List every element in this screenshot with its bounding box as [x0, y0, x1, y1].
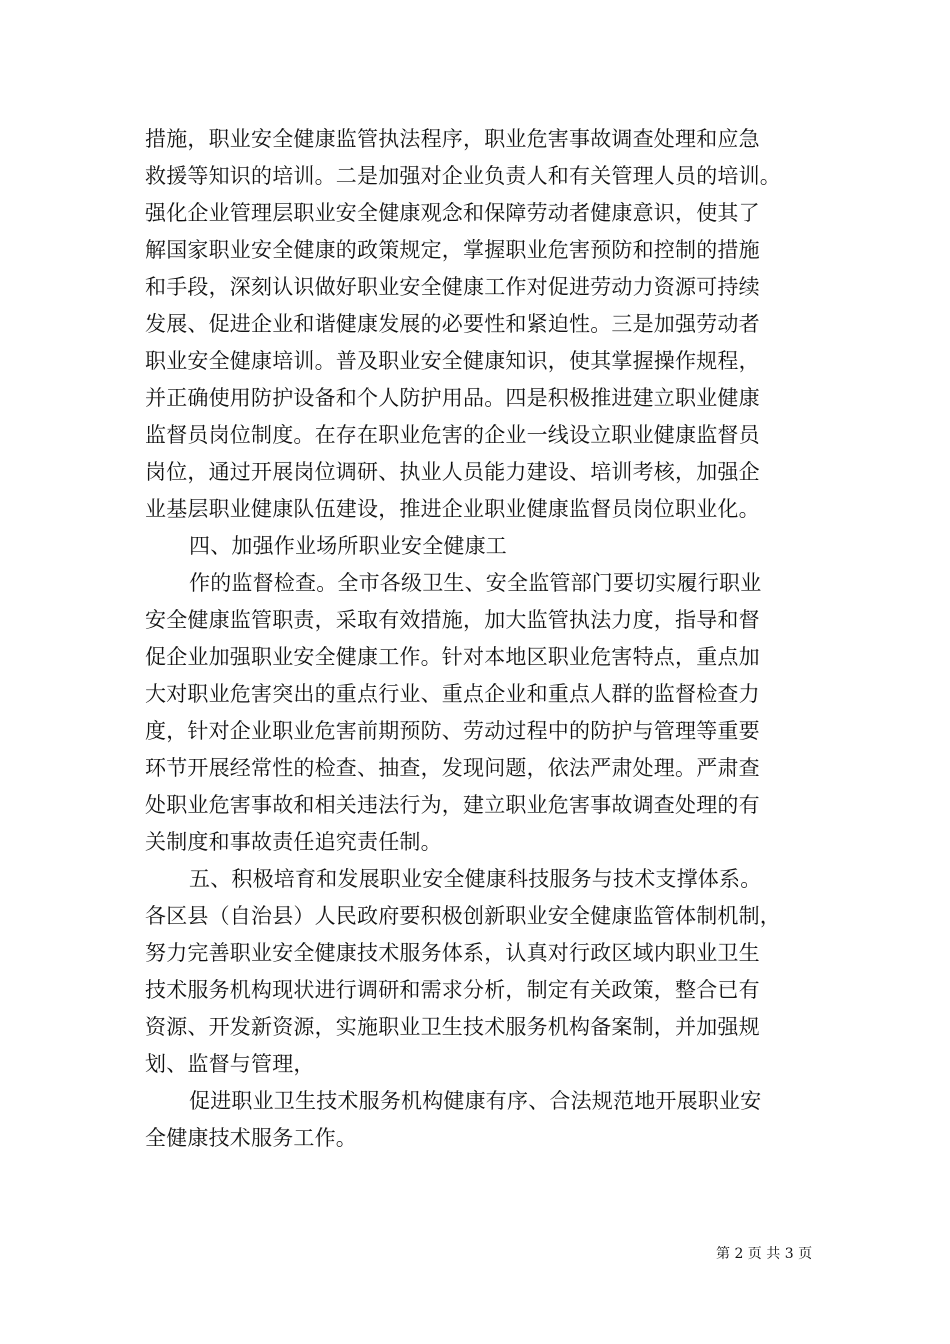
text-line: 处职业危害事故和相关违法行为，建立职业危害事故调查处理的有 [145, 793, 760, 817]
page-number-footer: 第 2 页 共 3 页 [716, 1246, 813, 1262]
text-line: 措施，职业安全健康监管执法程序，职业危害事故调查处理和应急 [145, 127, 760, 151]
text-line: 环节开展经常性的检查、抽查，发现问题，依法严肃处理。严肃查 [145, 756, 760, 780]
text-line: 安全健康监管职责，采取有效措施，加大监管执法力度，指导和督 [145, 608, 760, 632]
text-line: 发展、促进企业和谐健康发展的必要性和紧迫性。三是加强劳动者 [145, 312, 760, 336]
text-line: 业基层职业健康队伍建设，推进企业职业健康监督员岗位职业化。 [145, 497, 760, 521]
text-line: 技术服务机构现状进行调研和需求分析，制定有关政策，整合已有 [145, 978, 760, 1002]
text-line: 五、积极培育和发展职业安全健康科技服务与技术支撑体系。 [189, 867, 762, 891]
text-line: 解国家职业安全健康的政策规定，掌握职业危害预防和控制的措施 [145, 238, 760, 262]
document-body [145, 121, 810, 1157]
text-line: 促进职业卫生技术服务机构健康有序、合法规范地开展职业安 [189, 1089, 762, 1113]
text-line: 作的监督检查。全市各级卫生、安全监管部门要切实履行职业 [189, 571, 762, 595]
text-line: 全健康技术服务工作。 [145, 1126, 357, 1150]
text-line: 关制度和事故责任追究责任制。 [145, 830, 442, 854]
text-line: 监督员岗位制度。在存在职业危害的企业一线设立职业健康监督员 [145, 423, 760, 447]
text-line: 度，针对企业职业危害前期预防、劳动过程中的防护与管理等重要 [145, 719, 760, 743]
text-line: 努力完善职业安全健康技术服务体系，认真对行政区域内职业卫生 [145, 941, 760, 965]
text-line: 并正确使用防护设备和个人防护用品。四是积极推进建立职业健康 [145, 386, 760, 410]
text-line: 和手段，深刻认识做好职业安全健康工作对促进劳动力资源可持续 [145, 275, 760, 299]
text-line: 各区县（自治县）人民政府要积极创新职业安全健康监管体制机制， [145, 904, 781, 928]
text-line: 资源、开发新资源，实施职业卫生技术服务机构备案制，并加强规 [145, 1015, 760, 1039]
text-line: 大对职业危害突出的重点行业、重点企业和重点人群的监督检查力 [145, 682, 760, 706]
text-line: 划、监督与管理， [145, 1052, 315, 1076]
text-line: 促企业加强职业安全健康工作。针对本地区职业危害特点，重点加 [145, 645, 760, 669]
text-line: 职业安全健康培训。普及职业安全健康知识，使其掌握操作规程， [145, 349, 760, 373]
text-line: 救援等知识的培训。二是加强对企业负责人和有关管理人员的培训。 [145, 164, 781, 188]
text-line: 四、加强作业场所职业安全健康工 [189, 534, 507, 558]
text-line: 强化企业管理层职业安全健康观念和保障劳动者健康意识，使其了 [145, 201, 760, 225]
text-line: 岗位，通过开展岗位调研、执业人员能力建设、培训考核，加强企 [145, 460, 760, 484]
